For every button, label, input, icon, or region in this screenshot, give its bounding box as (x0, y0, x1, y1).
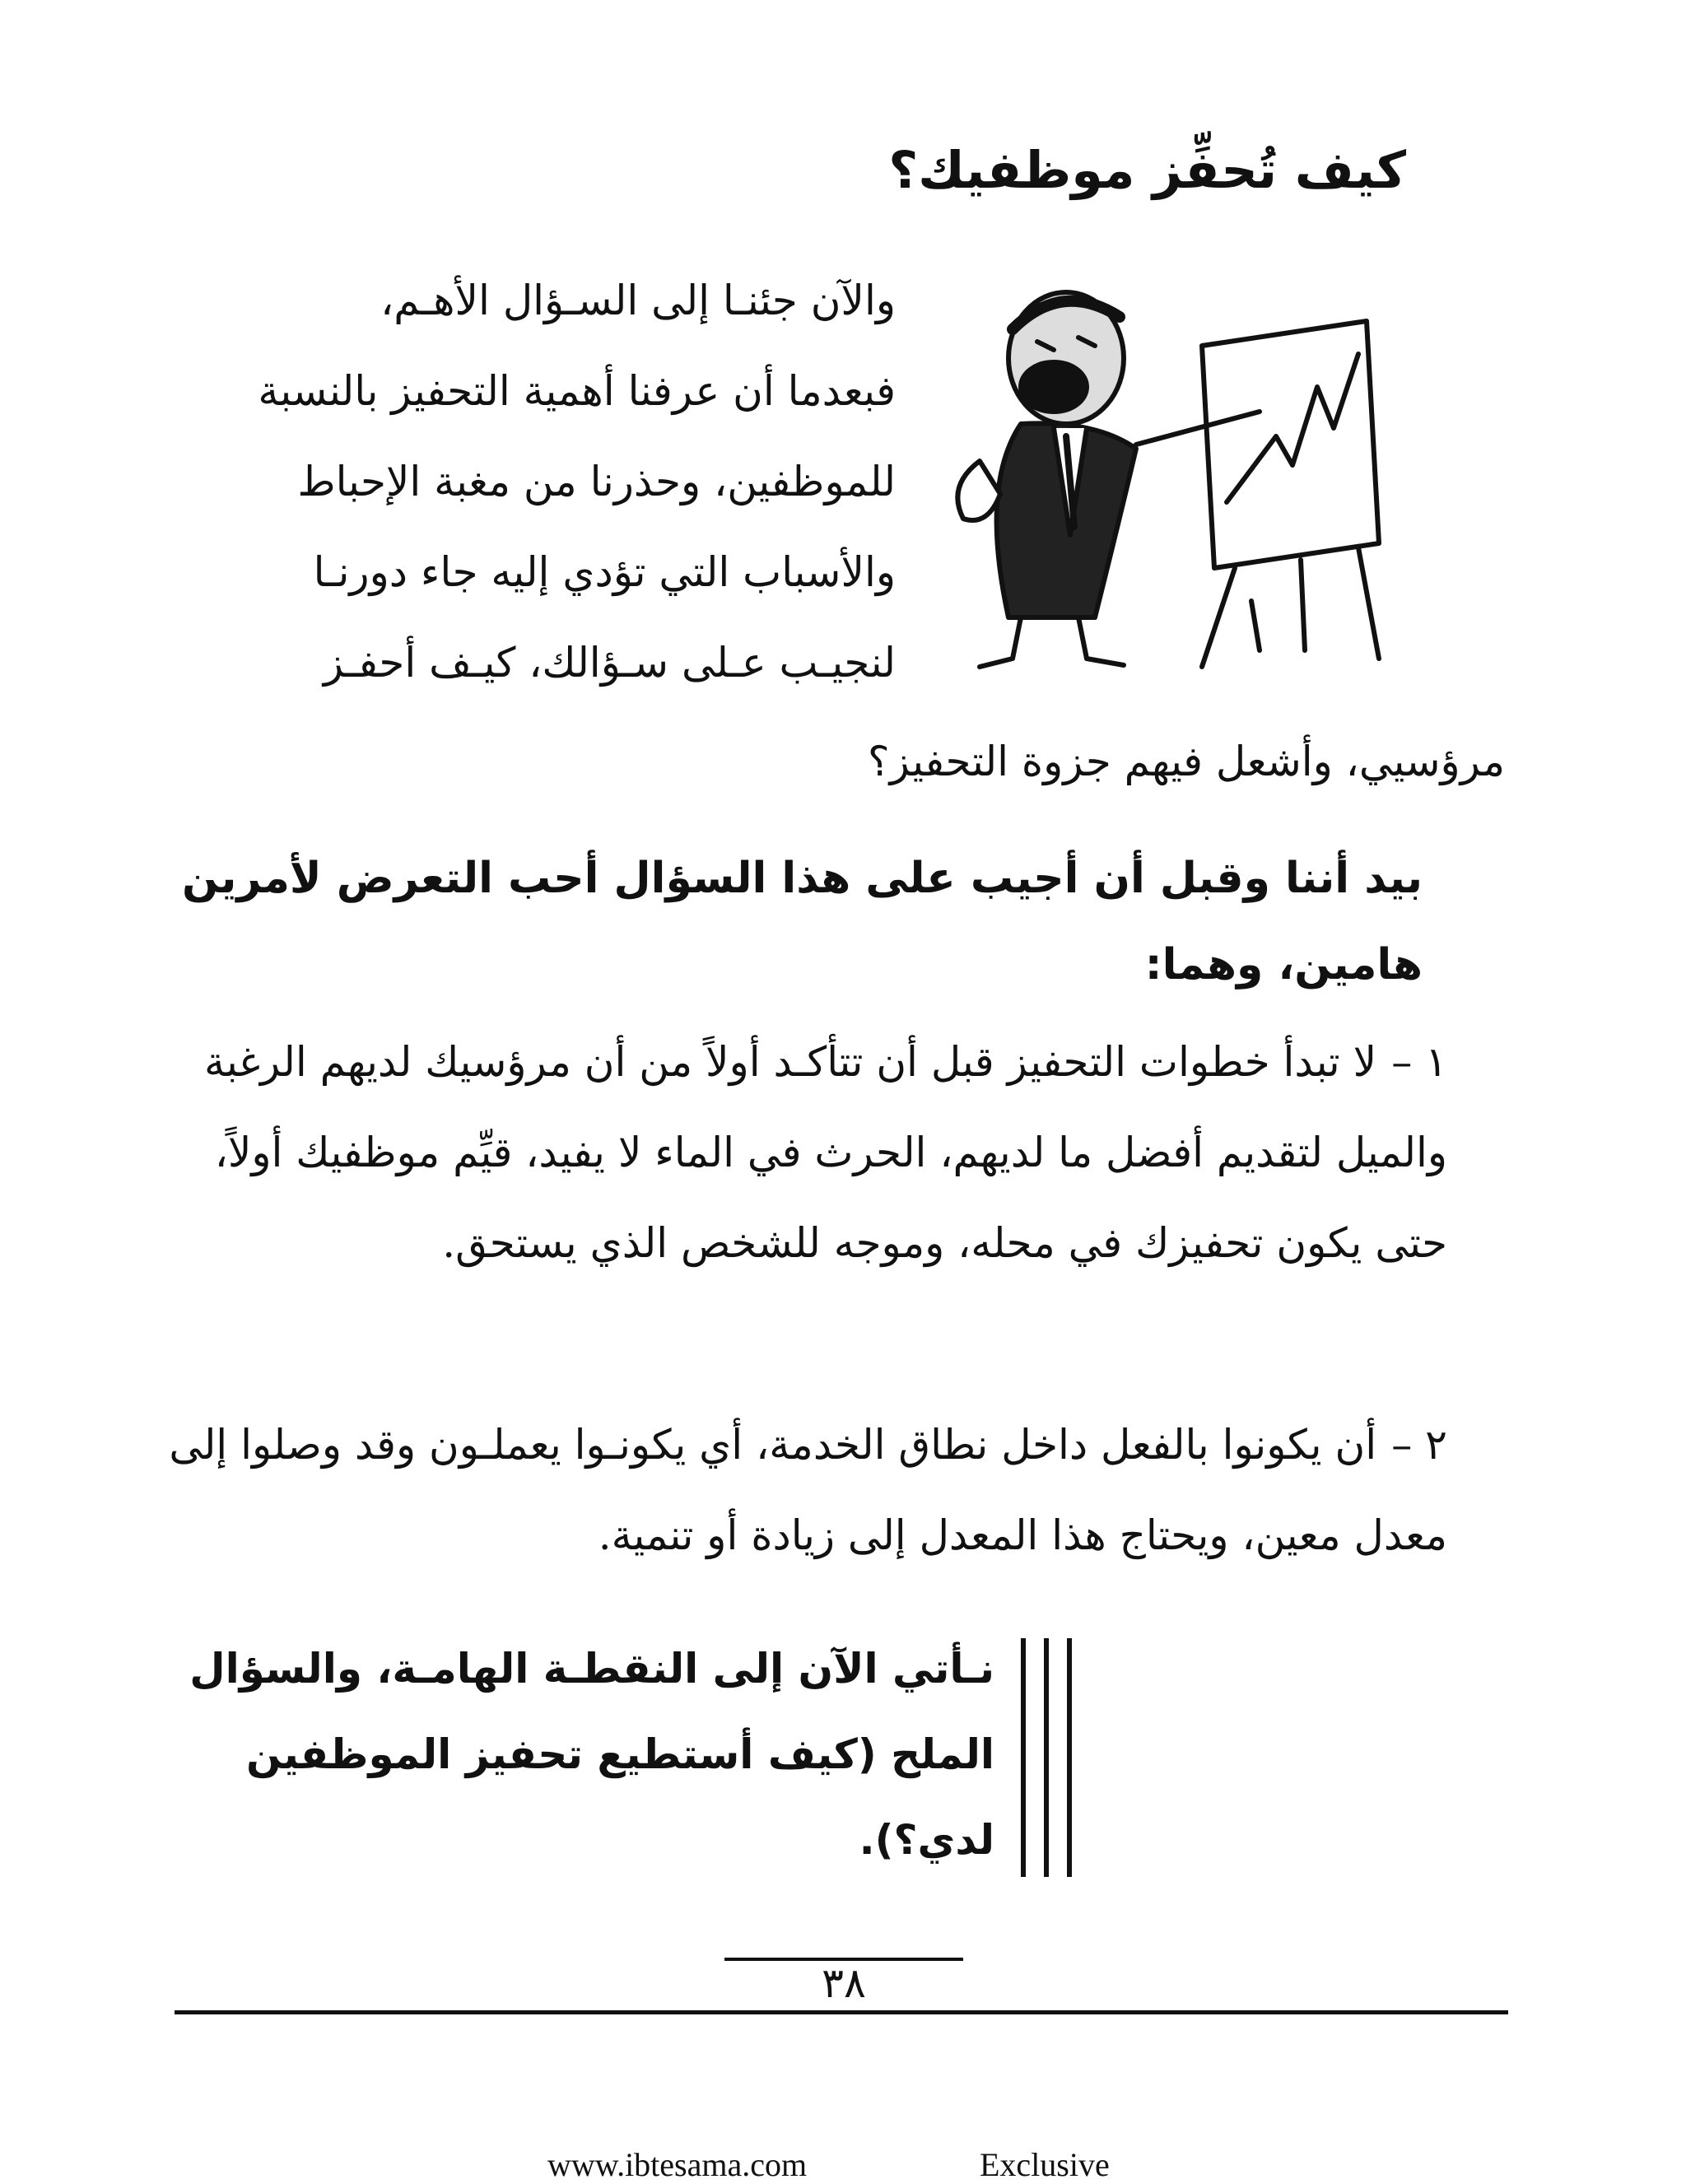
list-item-text: لا تبدأ خطوات التحفيز قبل أن تتأكـد أولاً من أن مرؤسيك لديهم الرغبة والميل لتقديم أفضل ما لديهم، الحرث في الماء لا يفيد، قيِّم موظفيك أولاً، حتى يكون تحفيزك في محله، وموجه للشخص الذي يستحق. (204, 1038, 1447, 1267)
callout-bars (1021, 1638, 1087, 1877)
intro-line: فبعدما أن عرفنا أهمية التحفيز بالنسبة (258, 367, 896, 415)
list-item (130, 1017, 1447, 1288)
list-item-text: أن يكونوا بالفعل داخل نطاق الخدمة، أي يكونـوا يعملـون وقد وصلوا إلى معدل معين، ويحتاج هذا المعدل إلى زيادة أو تنمية. (169, 1421, 1447, 1559)
intro-continuation: مرؤسيي، وأشعل فيهم جزوة التحفيز؟ (868, 738, 1505, 785)
callout-text: نـأتي الآن إلى النقطـة الهامـة، والسؤال الملح (كيف أستطيع تحفيز الموظفين لدي؟). (189, 1645, 994, 1864)
bold-paragraph: بيد أننا وقبل أن أجيب على هذا السؤال أحب التعرض لأمرين هامين، وهما: (182, 854, 1423, 990)
intro-line: للموظفين، وحذرنا من مغبة الإحباط (297, 458, 896, 505)
page-title: كيف تُحفِّز موظفيك؟ (888, 140, 1406, 200)
footer-url: www.ibtesama.com (547, 2146, 808, 2183)
list-item (130, 1399, 1447, 1581)
list-item-number: ٢ – (1391, 1421, 1447, 1469)
page-number: ٣٨ (822, 1959, 866, 2007)
intro-line: والأسباب التي تؤدي إليه جاء دورنـا (313, 548, 896, 596)
businessman-presenting-chart-icon (930, 272, 1391, 683)
intro-line: لنجيـب عـلى سـؤالك، كيـف أحفـز (323, 639, 896, 687)
list-item-number: ١ – (1391, 1038, 1447, 1086)
footer-tag: Exclusive (980, 2146, 1110, 2183)
intro-paragraph (212, 255, 896, 708)
footer-divider (175, 2010, 1508, 2014)
intro-line: والآن جئنـا إلى السـؤال الأهـم، (380, 277, 896, 324)
